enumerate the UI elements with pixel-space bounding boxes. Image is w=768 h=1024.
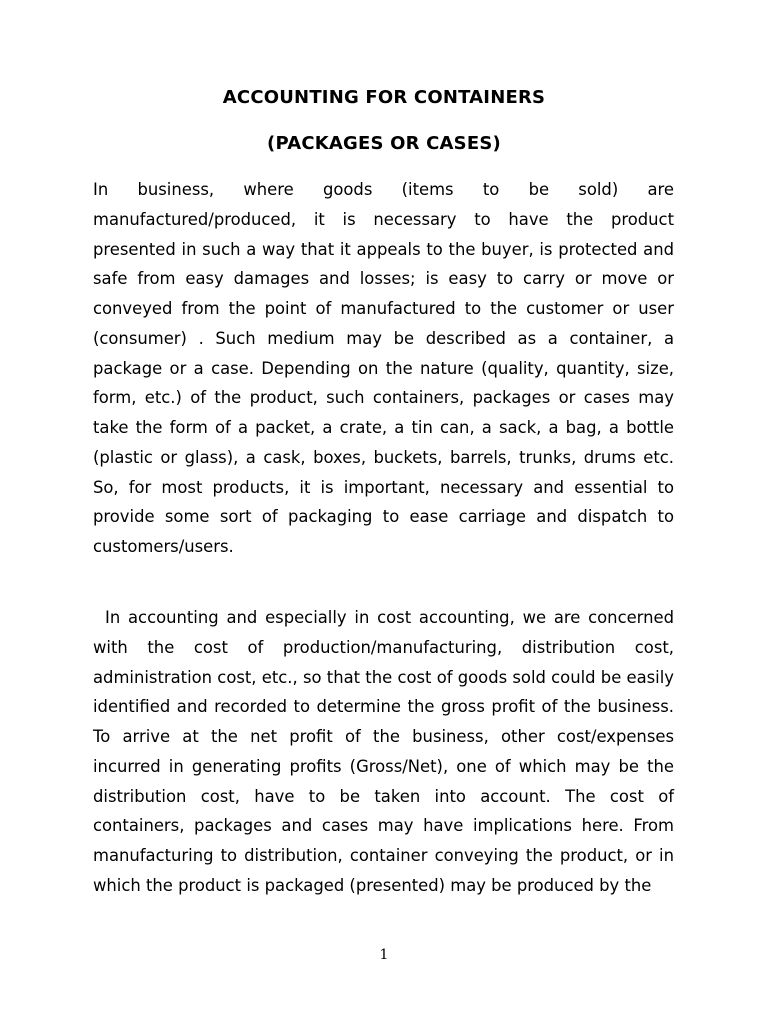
document-title: ACCOUNTING FOR CONTAINERS bbox=[222, 87, 546, 108]
body-paragraph-1: In business, where goods (items to be sold) are manufactured/produced, it is necessary to have the product presented in such a way that it appeals to the buyer, is protected and safe from easy damages and losses; is easy to carry or move or conveyed from the point of manufactured to the customer or user (consumer) . Such medium may be described as a container, a package or a case. Depending on the nature (quality, quantity, size, form, etc.) of the product, such containers, packages or cases may take the form of a packet, a crate, a tin can, a sack, a bag, a bottle (plastic or glass), a cask, boxes, buckets, barrels, trunks, drums etc. So, for most products, it is important, necessary and essential to provide some sort of packaging to ease carriage and dispatch to customers/users. bbox=[93, 180, 674, 556]
page-number: 1 bbox=[379, 947, 389, 963]
document-subtitle: (PACKAGES OR CASES) bbox=[267, 133, 501, 154]
body-paragraph-2: In accounting and especially in cost accounting, we are concerned with the cost of production/manufacturing, distribution cost, administration cost, etc., so that the cost of goods sold could be easily identified and recorded to determine the gross profit of the business. To arrive at the net profit of the business, other cost/expenses incurred in generating profits (Gross/Net), one of which may be the distribution cost, have to be taken into account. The cost of containers, packages and cases may have implications here. From manufacturing to distribution, container conveying the product, or in which the product is packaged (presented) may be produced by the bbox=[93, 608, 674, 895]
